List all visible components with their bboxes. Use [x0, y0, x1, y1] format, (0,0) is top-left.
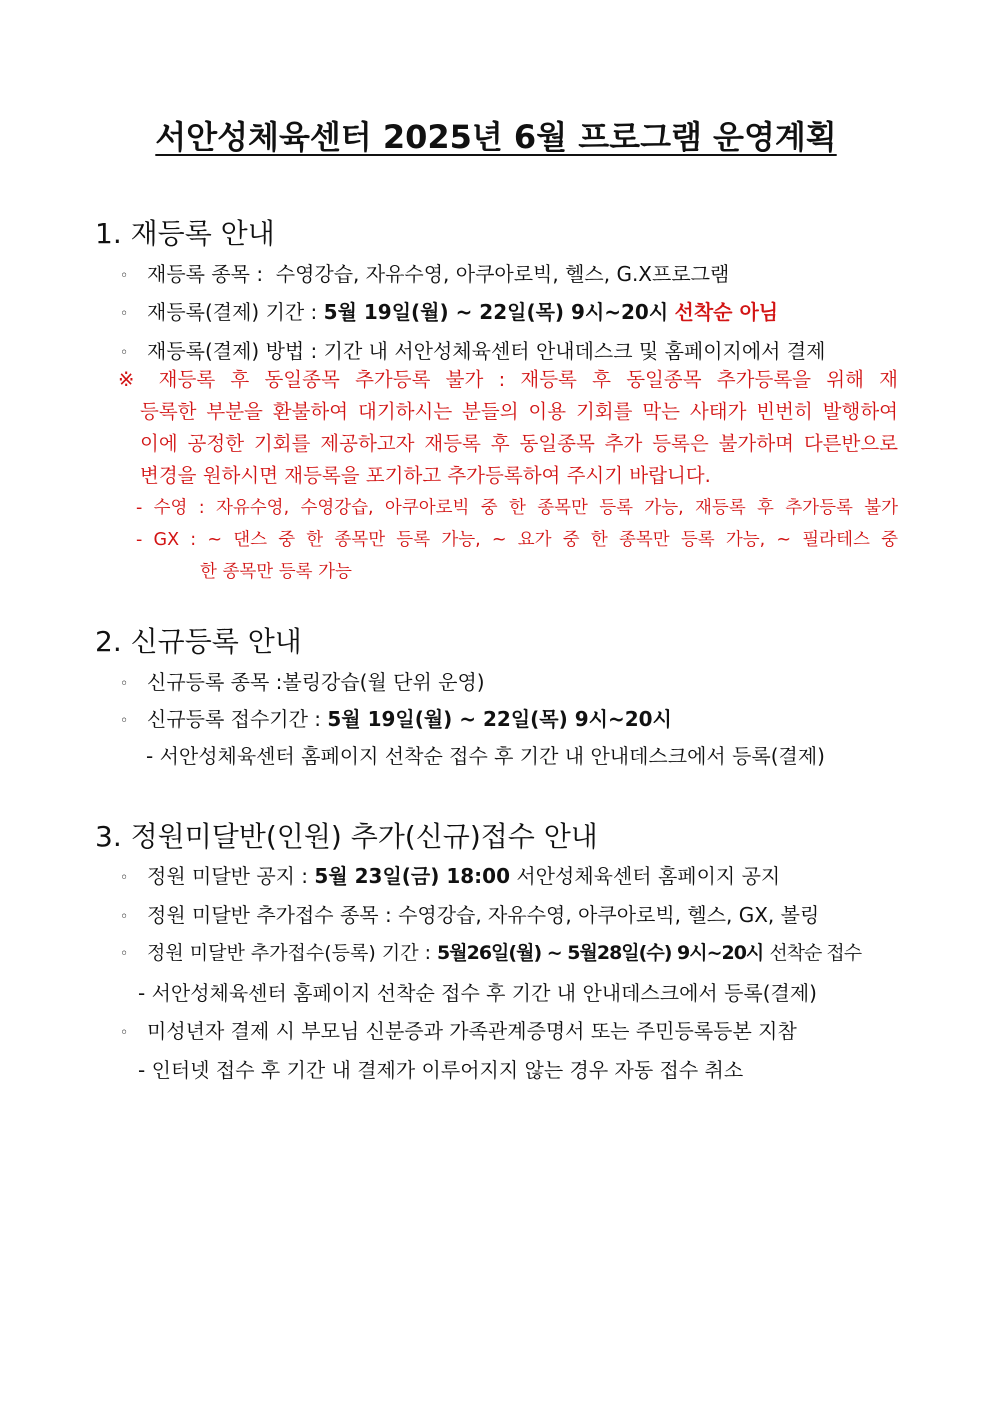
s1-sub-swim: - 수영 : 자유수영, 수영강습, 아쿠아로빅 중 한 종목만 등록 가능, 재등록 후 추가등록 불가	[136, 498, 898, 518]
s3-item-2	[120, 905, 819, 925]
bullet-icon: ◦	[120, 305, 129, 322]
page-title: 서안성체육센터 2025년 6월 프로그램 운영계획	[155, 118, 837, 156]
s1-item-2-value: 5월 19일(월) ~ 22일(목) 9시~20시	[323, 300, 669, 324]
s3-item-4-text: 미성년자 결제 시 부모님 신분증과 가족관계증명서 또는 주민등록등본 지참	[147, 1019, 797, 1043]
s2-item-2-label: 신규등록 접수기간 :	[147, 707, 322, 731]
s1-item-3	[120, 341, 826, 361]
bullet-icon: ◦	[120, 869, 129, 886]
s3-item-1	[120, 866, 780, 886]
s2-item-2-value: 5월 19일(월) ~ 22일(목) 9시~20시	[327, 707, 672, 731]
s1-sub-gx-line-2: 한 종목만 등록 가능	[200, 562, 352, 582]
s1-item-3-value: 기간 내 서안성체육센터 안내데스크 및 홈페이지에서 결제	[323, 339, 826, 363]
s2-item-1-value: 볼링강습(월 단위 운영)	[282, 670, 485, 694]
s3-item-1-tail: 서안성체육센터 홈페이지 공지	[516, 864, 781, 888]
s1-item-1-value: 수영강습, 자유수영, 아쿠아로빅, 헬스, G.X프로그램	[275, 262, 730, 286]
s2-item-1	[120, 672, 485, 692]
s1-note-line-1: ※ 재등록 후 동일종목 추가등록 불가 : 재등록 후 동일종목 추가등록을 위해 재	[118, 368, 898, 391]
s1-item-2	[120, 302, 778, 322]
bullet-icon: ◦	[120, 1024, 129, 1041]
s1-item-2-highlight: 선착순 아님	[674, 300, 779, 324]
s2-sub: - 서안성체육센터 홈페이지 선착순 접수 후 기간 내 안내데스크에서 등록(결제)	[146, 744, 825, 768]
s2-item-1-label: 신규등록 종목 :	[147, 670, 283, 694]
section-2-heading: 2. 신규등록 안내	[95, 625, 302, 658]
section-3-heading: 3. 정원미달반(인원) 추가(신규)접수 안내	[95, 820, 598, 853]
s3-item-2-label: 정원 미달반 추가접수 종목 :	[147, 903, 392, 927]
s1-note-line-4: 변경을 원하시면 재등록을 포기하고 추가등록하여 주시기 바랍니다.	[140, 464, 711, 487]
s3-item-3-tail: 선착순 접수	[769, 942, 862, 964]
s1-sub-gx-line-1: - GX : ~ 댄스 중 한 종목만 등록 가능, ~ 요가 중 한 종목만 등록 가능, ~ 필라테스 중	[136, 530, 898, 550]
s1-item-1	[120, 264, 729, 284]
s1-sub-gx	[136, 524, 898, 588]
s3-sub-1: - 서안성체육센터 홈페이지 선착순 접수 후 기간 내 안내데스크에서 등록(결제)	[138, 981, 817, 1005]
s3-item-3	[120, 944, 861, 963]
s3-sub-2: - 인터넷 접수 후 기간 내 결제가 이루어지지 않는 경우 자동 접수 취소	[138, 1058, 744, 1082]
s3-item-3-value: 5월26일(월) ~ 5월28일(수) 9시~20시	[437, 942, 764, 964]
s3-item-2-value: 수영강습, 자유수영, 아쿠아로빅, 헬스, GX, 볼링	[398, 903, 820, 927]
bullet-icon: ◦	[120, 675, 129, 692]
s1-note-line-2: 등록한 부분을 환불하여 대기하시는 분들의 이용 기회를 막는 사태가 빈번히 발행하여	[140, 400, 898, 423]
bullet-icon: ◦	[120, 344, 129, 361]
bullet-icon: ◦	[120, 908, 129, 925]
bullet-icon: ◦	[120, 712, 129, 729]
s1-note	[118, 364, 898, 492]
s1-item-3-label: 재등록(결제) 방법 :	[147, 339, 318, 363]
s3-item-3-label: 정원 미달반 추가접수(등록) 기간 :	[147, 942, 431, 964]
bullet-icon: ◦	[120, 267, 129, 284]
note-mark-icon: ※	[118, 368, 144, 391]
section-1-heading: 1. 재등록 안내	[95, 217, 275, 250]
s1-note-line-3: 이에 공정한 기회를 제공하고자 재등록 후 동일종목 추가 등록은 불가하며 다른반으로	[140, 432, 898, 455]
s3-item-1-label: 정원 미달반 공지 :	[147, 864, 309, 888]
s2-item-2	[120, 709, 672, 729]
bullet-icon: ◦	[120, 945, 129, 962]
s1-item-1-label: 재등록 종목 :	[147, 262, 264, 286]
s1-item-2-label: 재등록(결제) 기간 :	[147, 300, 318, 324]
s3-item-1-value: 5월 23일(금) 18:00	[314, 864, 510, 888]
s3-item-4	[120, 1021, 797, 1041]
